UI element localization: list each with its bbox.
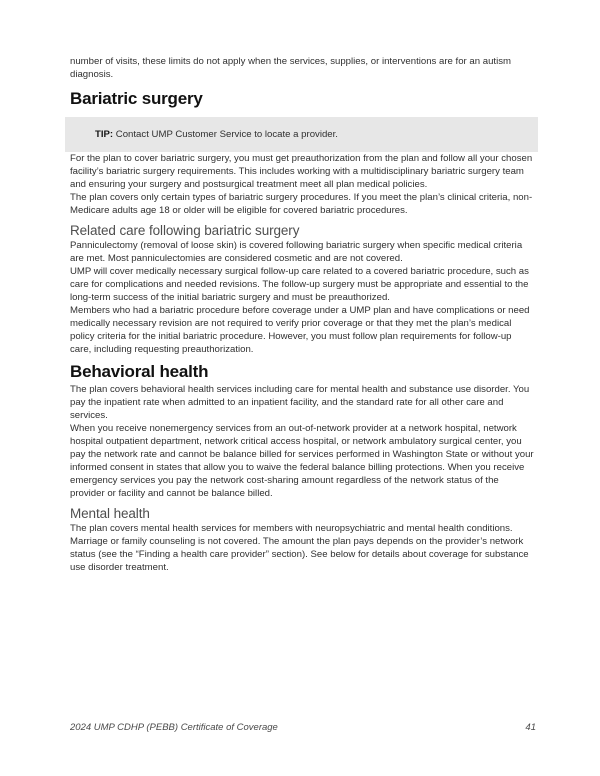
heading-behavioral-health: Behavioral health	[70, 362, 209, 381]
paragraph-autism-limits: number of visits, these limits do not apply when the services, supplies, or interventions are for an autism diagnosis.	[70, 56, 511, 80]
tip-label: TIP:	[95, 129, 114, 140]
paragraph-bariatric-procedure-types: The plan covers only certain types of bariatric surgery procedures. If you meet the plan’s clinical criteria, non-Medicare adults age 18 or older will be eligible for covered bariatric procedures.	[70, 192, 533, 216]
paragraph-behavioral-coverage: The plan covers behavioral health services including care for mental health and substance use disorder. You pay the inpatient rate when admitted to an inpatient facility, and the standard rate for all other care and services.	[70, 384, 530, 421]
heading-bariatric-surgery: Bariatric surgery	[70, 89, 203, 108]
heading-mental-health: Mental health	[70, 506, 150, 521]
paragraph-panniculectomy: Panniculectomy (removal of loose skin) is covered following bariatric surgery when specific medical criteria are met. Most panniculectomies are considered cosmetic and are not covered.	[70, 240, 523, 264]
paragraph-balance-billing: When you receive nonemergency services from an out-of-network provider at a network hospital, network hospital outpatient department, network critical access hospital, or network ambulatory surgical center, you pay the network rate and cannot be balance billed for services performed in Washington State or without your informed consent in states that allow you to waive the federal balance billing protections. When you receive emergency services you pay the network cost-sharing amount regardless of the network status of the provider or facility and cannot be balance billed.	[70, 423, 534, 499]
footer-document-title: 2024 UMP CDHP (PEBB) Certificate of Coverage	[70, 722, 278, 733]
paragraph-bariatric-preauthorization: For the plan to cover bariatric surgery, you must get preauthorization from the plan and follow all your chosen facility’s bariatric surgery requirements. This includes working with a multidisciplinary bariatric surgery team and ensuring your surgery and postsurgical treatment meet all plan medical policies.	[70, 153, 533, 190]
paragraph-mental-health-coverage: The plan covers mental health services for members with neuropsychiatric and mental health conditions. Marriage or family counseling is not covered. The amount the plan pays depends on the provider’s network status (see the “Finding a health care provider” section). See below for details about coverage for substance use disorder treatment.	[70, 523, 529, 573]
tip-box	[65, 117, 538, 152]
page-content	[70, 55, 535, 574]
heading-related-care: Related care following bariatric surgery	[70, 223, 300, 238]
paragraph-followup-care: UMP will cover medically necessary surgical follow-up care related to a covered bariatric procedure, such as care for complications and needed revisions. The follow-up surgery must be appropriate and essential to the long-term success of the initial bariatric surgery and must be preauthorized.	[70, 266, 529, 303]
page-footer	[70, 722, 536, 734]
footer-page-number: 41	[525, 722, 536, 733]
tip-paragraph	[95, 128, 520, 141]
tip-text: Contact UMP Customer Service to locate a provider.	[115, 129, 338, 140]
paragraph-prior-coverage: Members who had a bariatric procedure before coverage under a UMP plan and have complications or need medically necessary revision are not required to verify prior coverage or that they met the plan’s medical policy criteria for the initial bariatric procedure. However, you must follow plan requirements for follow-up care, including requesting preauthorization.	[70, 305, 530, 355]
